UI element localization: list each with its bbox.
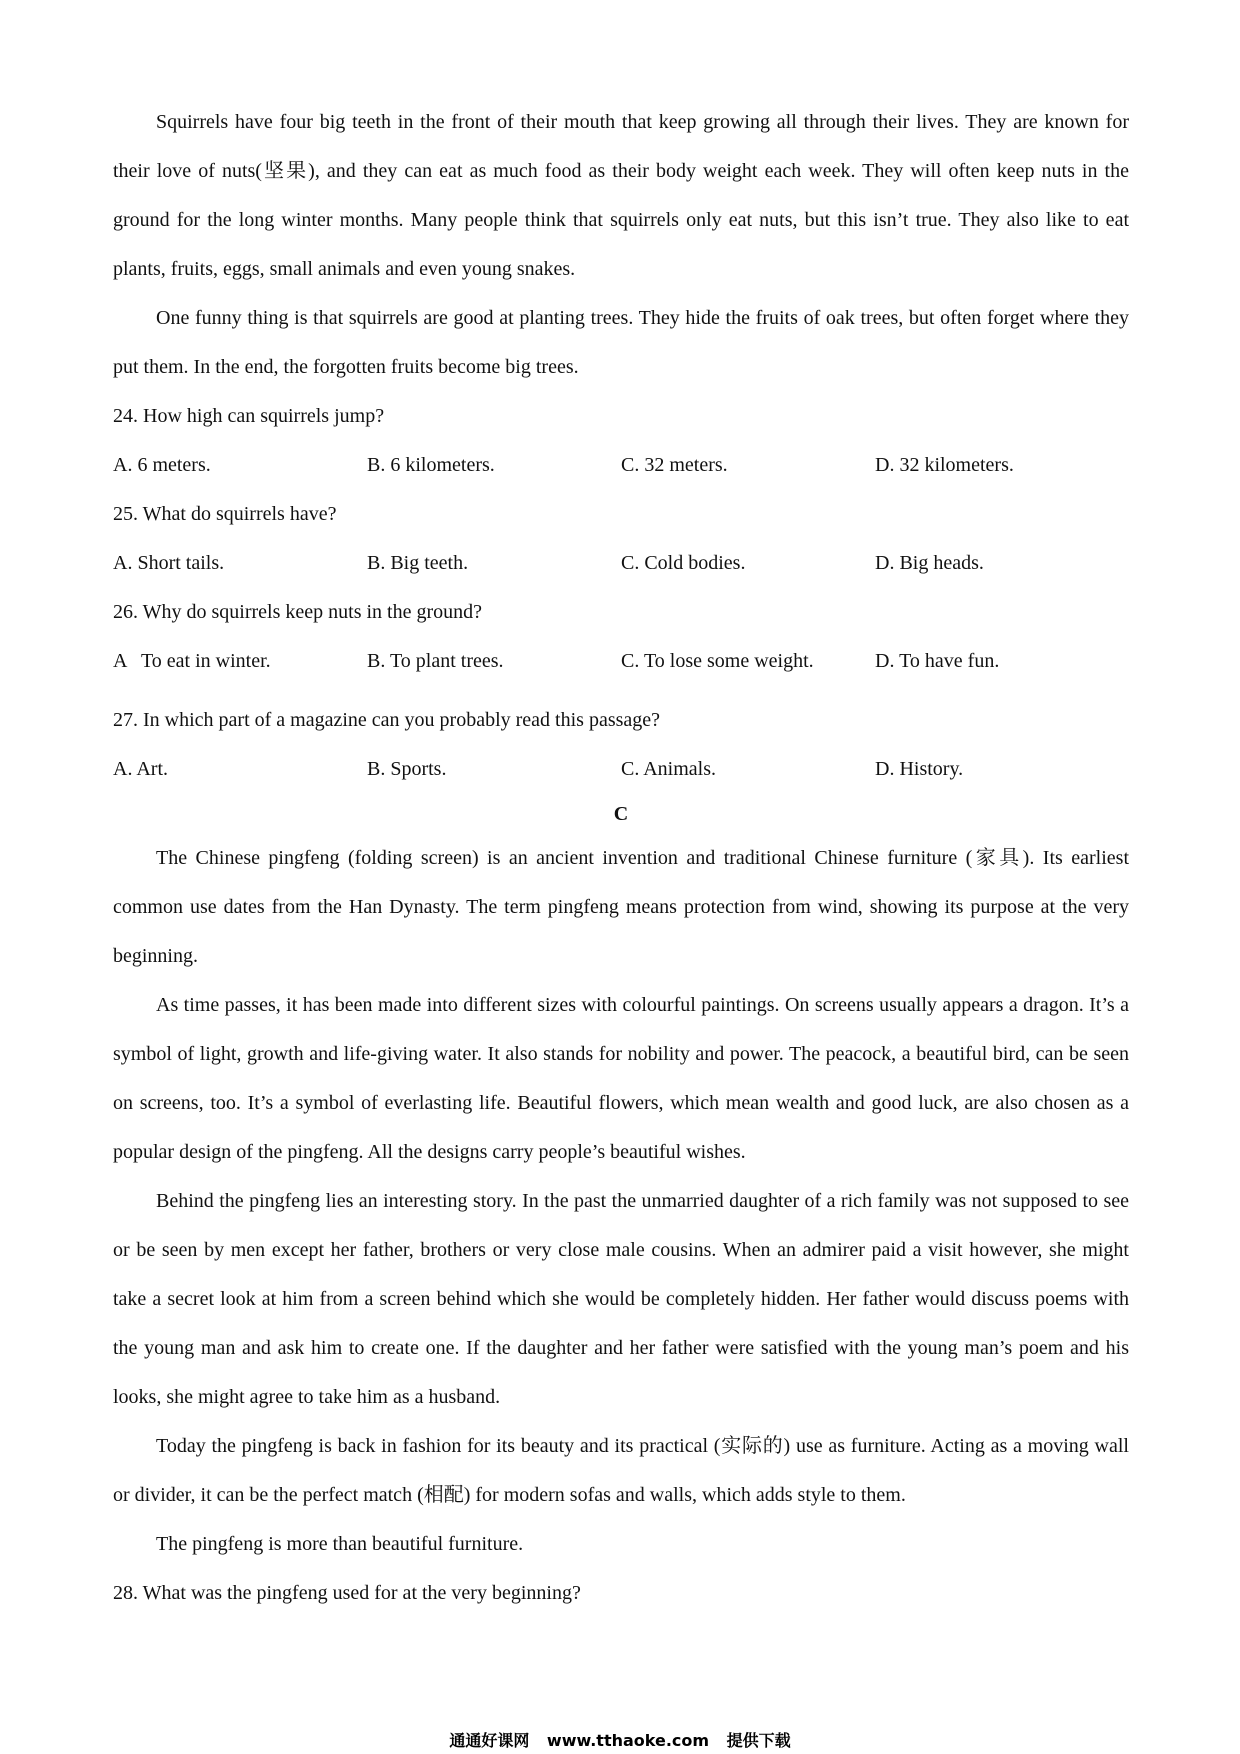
option-d: D. 32 kilometers. <box>875 454 1014 476</box>
option-a: A. 6 meters. <box>113 454 211 476</box>
question-27 <box>113 696 1129 794</box>
option-c: C. To lose some weight. <box>621 650 814 672</box>
question-options <box>113 637 1129 686</box>
option-d: D. History. <box>875 758 964 780</box>
option-b: B. Sports. <box>367 758 447 780</box>
document-content <box>113 98 1129 1618</box>
question-stem: 26. Why do squirrels keep nuts in the ground? <box>113 601 483 623</box>
question-stem: 24. How high can squirrels jump? <box>113 405 385 427</box>
option-c: C. Animals. <box>621 758 717 780</box>
option-c: C. Cold bodies. <box>621 552 746 574</box>
question-options <box>113 539 1129 588</box>
passage-b-paragraph-1: Squirrels have four big teeth in the front of their mouth that keep growing all through their lives. They are known for their love of nuts(坚果), and they can eat as much food as their body weight each week. They will often keep nuts in the ground for the long winter months. Many people think that squirrels only eat nuts, but this isn’t true. They also like to eat plants, fruits, eggs, small animals and even young snakes. <box>113 111 1129 280</box>
option-b: B. To plant trees. <box>367 650 504 672</box>
passage-c-paragraph-5: The pingfeng is more than beautiful furniture. <box>156 1533 524 1555</box>
question-26 <box>113 588 1129 686</box>
question-25 <box>113 490 1129 588</box>
question-stem: 25. What do squirrels have? <box>113 503 337 525</box>
option-a: A. Short tails. <box>113 552 225 574</box>
option-b: B. Big teeth. <box>367 552 469 574</box>
passage-c-paragraph-1: The Chinese pingfeng (folding screen) is an ancient invention and traditional Chinese furniture (家具). Its earliest common use dates from the Han Dynasty. The term pingfeng means protection from wind, showing its purpose at the very beginning. <box>113 847 1129 967</box>
footer-url: www.tthaoke.com <box>546 1731 710 1750</box>
option-c: C. 32 meters. <box>621 454 728 476</box>
option-a: A To eat in winter. <box>113 650 271 672</box>
question-options <box>113 441 1129 490</box>
option-b: B. 6 kilometers. <box>367 454 495 476</box>
question-28-stem: 28. What was the pingfeng used for at the very beginning? <box>113 1582 581 1604</box>
page-footer <box>0 1728 1240 1751</box>
option-a: A. Art. <box>113 758 168 780</box>
footer-tagline: 提供下载 <box>726 1731 791 1750</box>
passage-c-paragraph-3: Behind the pingfeng lies an interesting story. In the past the unmarried daughter of a rich family was not supposed to see or be seen by men except her father, brothers or very close male cousins. When an admirer paid a visit however, she might take a secret look at him from a screen behind which she would be completely hidden. Her father would discuss poems with the young man and ask him to create one. If the daughter and her father were satisfied with the young man’s poem and his looks, she might agree to take him as a husband. <box>113 1190 1129 1408</box>
question-stem: 27. In which part of a magazine can you probably read this passage? <box>113 709 661 731</box>
option-d: D. Big heads. <box>875 552 984 574</box>
footer-site-name: 通通好课网 <box>449 1731 530 1750</box>
section-heading-c: C <box>613 803 629 825</box>
passage-c-paragraph-4: Today the pingfeng is back in fashion for its beauty and its practical (实际的) use as furniture. Acting as a moving wall or divider, it can be the perfect match (相配) for modern sofas and walls, which adds style to them. <box>113 1435 1129 1506</box>
option-d: D. To have fun. <box>875 650 1000 672</box>
passage-b-paragraph-2: One funny thing is that squirrels are good at planting trees. They hide the fruits of oak trees, but often forget where they put them. In the end, the forgotten fruits become big trees. <box>113 307 1129 378</box>
question-24 <box>113 392 1129 490</box>
question-options <box>113 745 1129 794</box>
passage-c-paragraph-2: As time passes, it has been made into different sizes with colourful paintings. On screens usually appears a dragon. It’s a symbol of light, growth and life-giving water. It also stands for nobility and power. The peacock, a beautiful bird, can be seen on screens, too. It’s a symbol of everlasting life. Beautiful flowers, which mean wealth and good luck, are also chosen as a popular design of the pingfeng. All the designs carry people’s beautiful wishes. <box>113 994 1129 1163</box>
